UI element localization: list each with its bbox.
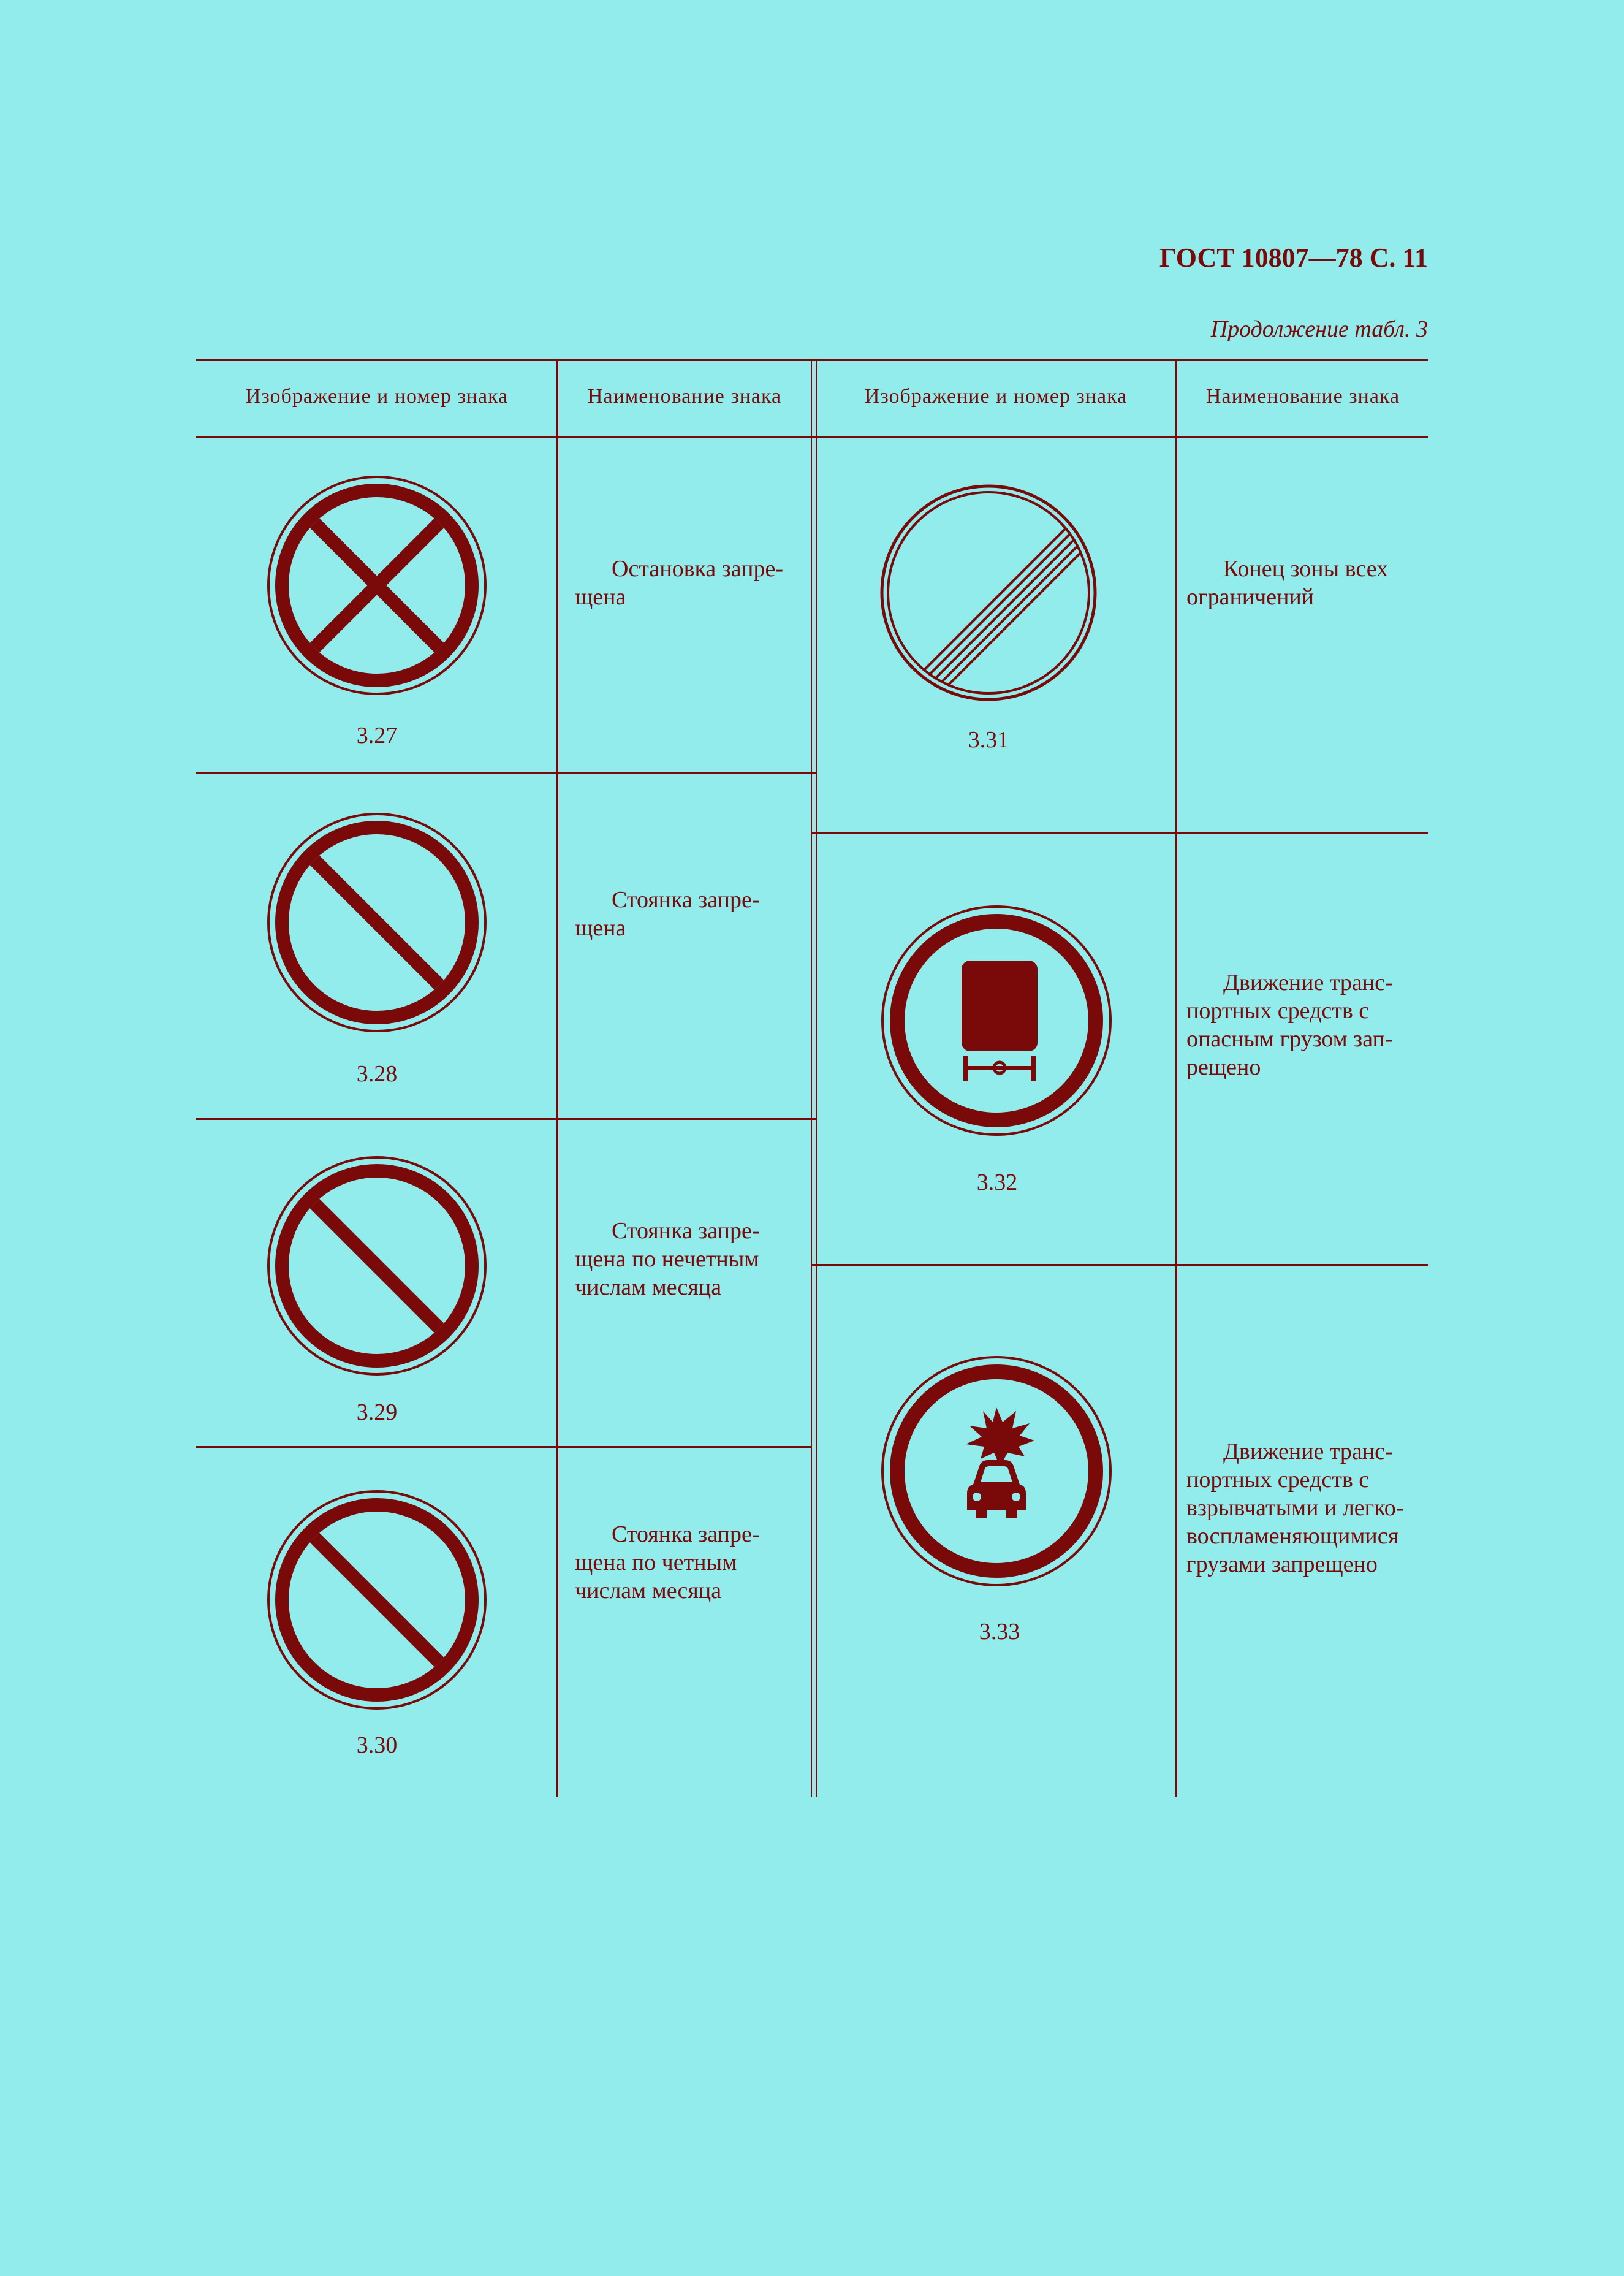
sign-name: Стоянка запре- щена по четным числам месяца: [575, 1521, 760, 1604]
row-divider: [196, 772, 816, 774]
column-divider: [556, 360, 558, 1797]
sign-name: Стоянка запре- щена по нечетным числам месяца: [575, 1218, 760, 1300]
no-parking-odd-days-sign-icon: [267, 1155, 487, 1376]
sign-number: 3.32: [976, 1170, 1018, 1195]
no-dangerous-goods-sign-icon: [880, 904, 1113, 1137]
no-parking-sign-icon: [267, 812, 487, 1033]
sign-name: Движение транс- портных средств с опасным грузом зап- рещено: [1186, 970, 1393, 1080]
header-sign-name: Наименование знака: [587, 385, 782, 408]
sign-number: 3.31: [968, 727, 1009, 753]
row-divider: [811, 1264, 1428, 1266]
end-of-all-restrictions-sign-icon: [880, 484, 1097, 701]
table-continuation-label: Продолжение табл. 3: [1210, 316, 1428, 342]
sign-number: 3.33: [979, 1619, 1020, 1645]
sign-number: 3.27: [356, 723, 398, 748]
no-parking-even-days-sign-icon: [267, 1490, 487, 1710]
column-divider: [811, 360, 812, 1797]
sign-name: Конец зоны всех ограничений: [1186, 556, 1389, 610]
row-divider: [196, 1118, 816, 1120]
row-divider: [196, 1446, 811, 1448]
column-divider: [816, 360, 817, 1797]
document-title: ГОСТ 10807—78 С. 11: [1159, 243, 1428, 273]
header-image-and-number: Изображение и номер знака: [864, 385, 1128, 408]
no-explosive-goods-sign-icon: [880, 1355, 1113, 1588]
sign-number: 3.29: [356, 1399, 398, 1425]
sign-name: Стоянка запре- щена: [575, 887, 760, 941]
sign-name: Движение транс- портных средств с взрывчатыми и легко- воспламеняющимися грузами запрещено: [1186, 1439, 1404, 1577]
header-image-and-number: Изображение и номер знака: [245, 385, 509, 408]
row-divider: [811, 832, 1428, 834]
sign-name: Остановка запре- щена: [575, 556, 784, 610]
header-sign-name: Наименование знака: [1205, 385, 1400, 408]
header-bottom-rule: [196, 436, 1428, 438]
table-top-rule: [196, 359, 1428, 361]
no-stopping-sign-icon: [267, 475, 487, 696]
sign-number: 3.30: [356, 1732, 398, 1758]
column-divider: [1175, 360, 1177, 1797]
sign-number: 3.28: [356, 1061, 398, 1087]
